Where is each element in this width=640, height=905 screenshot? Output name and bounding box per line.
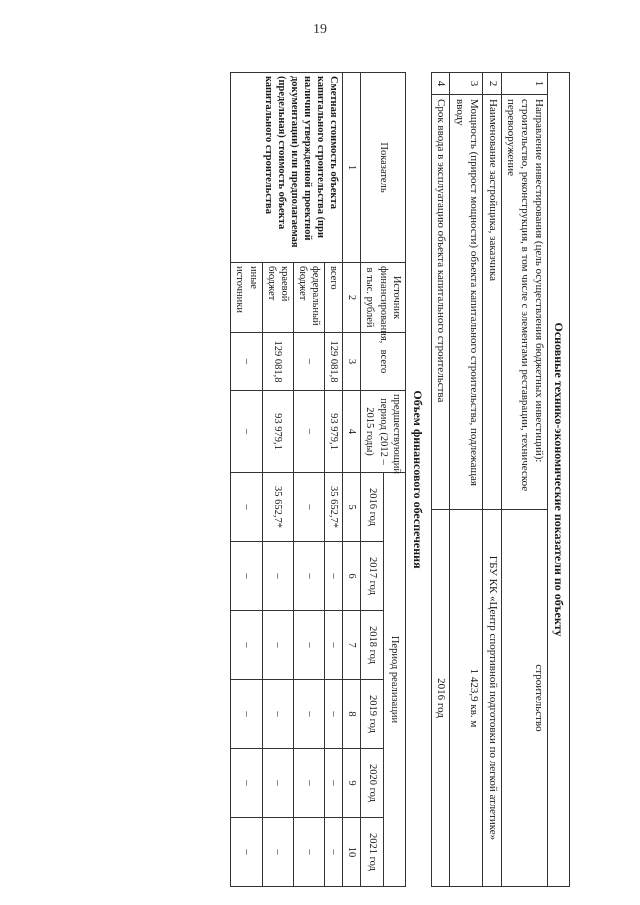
tech-table-title: Основные технико-экономические показатели по объекту: [548, 73, 570, 887]
year-cell: –: [231, 611, 262, 680]
header-period: Период реализации: [383, 473, 405, 887]
prev-cell: –: [293, 391, 324, 473]
year-cell: –: [262, 818, 293, 887]
header-year: 2019 год: [361, 680, 383, 749]
header-source: Источник финансирования, в тыс. рублей: [361, 263, 405, 333]
tech-indicators-table: [431, 72, 570, 887]
header-previous: предшествующий период (2012 – 2015 годы): [361, 391, 405, 473]
year-cell: –: [325, 542, 343, 611]
row-label: Направление инвестирования (цель осуществления бюджетных инвестиций): строительство, реконструкция, в том числе с элементами реставрации, техническое перевооружение: [501, 95, 547, 510]
col-number: 1: [343, 73, 361, 263]
row-value: 1 423,9 кв. м: [450, 510, 483, 887]
header-total: всего: [361, 333, 405, 391]
header-year: 2017 год: [361, 542, 383, 611]
table-row: [483, 73, 502, 887]
col-number: 2: [343, 263, 361, 333]
table-row: [450, 73, 483, 887]
column-number-row: [343, 73, 361, 887]
year-cell: –: [262, 749, 293, 818]
table-row: [325, 73, 343, 887]
col-number: 7: [343, 611, 361, 680]
prev-cell: –: [231, 391, 262, 473]
finance-title: Объем финансового обеспечения: [410, 390, 425, 569]
year-cell: 35 652,7*: [262, 473, 293, 542]
row-value: строительство: [501, 510, 547, 887]
year-cell: –: [231, 749, 262, 818]
source-cell: всего: [325, 263, 343, 333]
rotated-page: [120, 72, 570, 887]
row-value: 2016 год: [431, 510, 450, 887]
header-year: 2020 год: [361, 749, 383, 818]
year-cell: –: [293, 473, 324, 542]
header-year: 2018 год: [361, 611, 383, 680]
row-number: 3: [450, 73, 483, 95]
total-cell: 129 081,8: [262, 333, 293, 391]
source-cell: краевой бюджет: [262, 263, 293, 333]
year-cell: –: [325, 611, 343, 680]
year-cell: –: [293, 680, 324, 749]
total-cell: 129 081,8: [325, 333, 343, 391]
col-number: 5: [343, 473, 361, 542]
page-number: 19: [313, 22, 327, 37]
finance-table: [230, 72, 405, 887]
header-indicator: Показатель: [361, 73, 405, 263]
header-year: 2021 год: [361, 818, 383, 887]
year-cell: –: [231, 542, 262, 611]
total-cell: –: [293, 333, 324, 391]
col-number: 3: [343, 333, 361, 391]
table-row: [431, 73, 450, 887]
indicator-label: Сметная стоимость объекта капитального строительства (при наличии утвержденной проектной документации) или предполагаемая (предельная) стоимость объекта капитального строительства: [231, 73, 343, 263]
row-number: 1: [501, 73, 547, 95]
year-cell: –: [325, 818, 343, 887]
source-cell: федеральный бюджет: [293, 263, 324, 333]
year-cell: –: [293, 611, 324, 680]
year-cell: –: [262, 542, 293, 611]
table-row: [501, 73, 547, 887]
year-cell: –: [293, 818, 324, 887]
col-number: 10: [343, 818, 361, 887]
row-number: 2: [483, 73, 502, 95]
year-cell: –: [231, 473, 262, 542]
row-value: ГБУ КК «Центр спортивной подготовки по легкой атлетике»: [483, 510, 502, 887]
year-cell: –: [231, 818, 262, 887]
prev-cell: 93 979,1: [262, 391, 293, 473]
row-label: Мощность (прирост мощности) объекта капитального строительства, подлежащая вводу: [450, 95, 483, 510]
prev-cell: 93 979,1: [325, 391, 343, 473]
year-cell: –: [231, 680, 262, 749]
source-cell: иные источники: [231, 263, 262, 333]
col-number: 6: [343, 542, 361, 611]
row-label: Наименование застройщика, заказчика: [483, 95, 502, 510]
col-number: 8: [343, 680, 361, 749]
row-label: Срок ввода в эксплуатацию объекта капитального строительства: [431, 95, 450, 510]
col-number: 4: [343, 391, 361, 473]
header-year: 2016 год: [361, 473, 383, 542]
year-cell: 35 652,7*: [325, 473, 343, 542]
col-number: 9: [343, 749, 361, 818]
year-cell: –: [293, 749, 324, 818]
row-number: 4: [431, 73, 450, 95]
year-cell: –: [262, 611, 293, 680]
year-cell: –: [293, 542, 324, 611]
year-cell: –: [325, 749, 343, 818]
year-cell: –: [262, 680, 293, 749]
total-cell: –: [231, 333, 262, 391]
year-cell: –: [325, 680, 343, 749]
